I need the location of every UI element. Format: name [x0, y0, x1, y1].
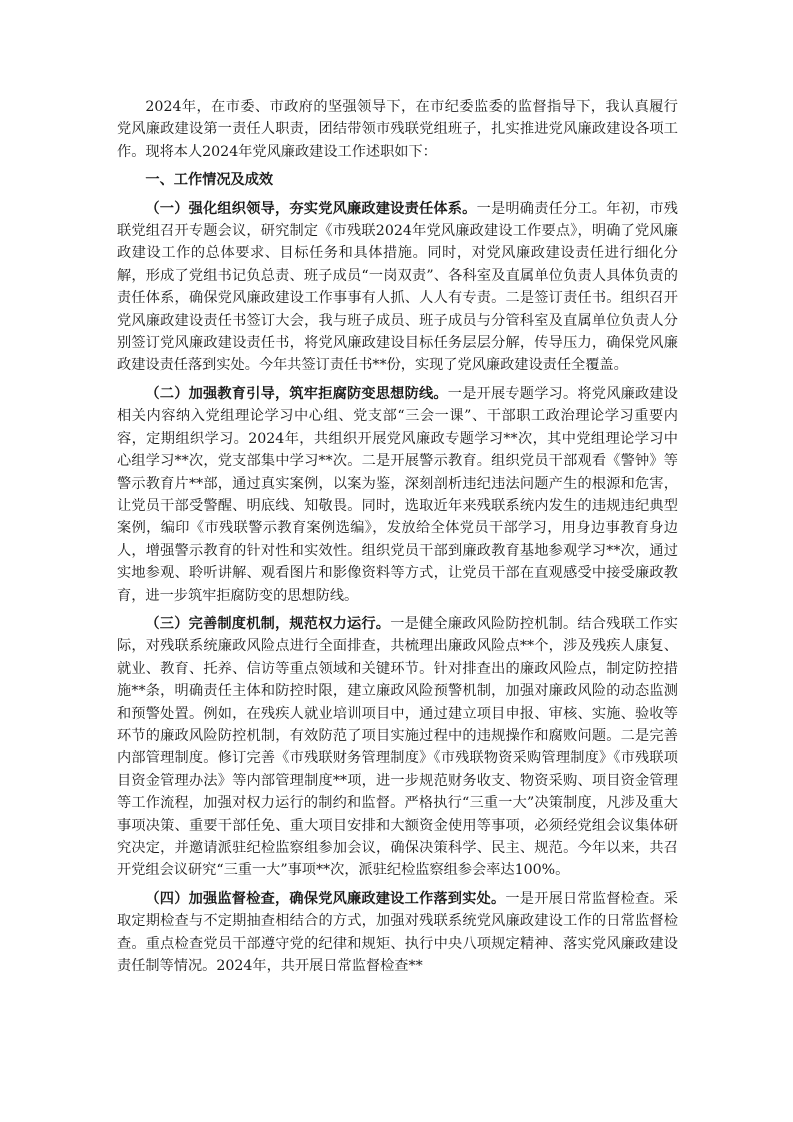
subheading-supervision: （四）加强监督检查，确保党风廉政建设工作落到实处。 — [145, 890, 506, 907]
document-page — [117, 96, 678, 977]
subheading-institutions: （三）完善制度机制，规范权力运行。 — [145, 615, 391, 632]
body-supervision: 一是开展日常监督检查。采取定期检查与不定期抽查相结合的方式，加强对残联系统党风廉政建设工作的日常监督检查。重点检查党员干部遵守党的纪律和规矩、执行中央八项规定精神、落实党风廉政建设责任制等情况。2024年，共开展日常监督检查** — [117, 890, 678, 975]
paragraph-organization — [117, 198, 678, 377]
intro-paragraph: 2024年，在市委、市政府的坚强领导下，在市纪委监委的监督指导下，我认真履行党风廉政建设第一责任人职责，团结带领市残联党组班子，扎实推进党风廉政建设各项工作。现将本人2024年党风廉政建设工作述职如下： — [117, 99, 678, 160]
body-institutions: 一是健全廉政风险防控机制。结合残联工作实际，对残联系统廉政风险点进行全面排查，共梳理出廉政风险点**个，涉及残疾人康复、就业、教育、托养、信访等重点领域和关键环节。针对排查出的廉政风险点，制定防控措施**条，明确责任主体和防控时限，建立廉政风险预警机制，加强对廉政风险的动态监测和预警处置。例如，在残疾人就业培训项目中，通过建立项目申报、审核、实施、验收等环节的廉政风险防控机制，有效防范了项目实施过程中的违规操作和腐败问题。二是完善内部管理制度。修订完善《市残联财务管理制度》《市残联物资采购管理制度》《市残联项目资金管理办法》等内部管理制度**项，进一步规范财务收支、物资采购、项目资金管理等工作流程，加强对权力运行的制约和监督。严格执行“三重一大”决策制度，凡涉及重大事项决策、重要干部任免、重大项目安排和大额资金使用等事项，必须经党组会议集体研究决定，并邀请派驻纪检监察组参加会议，确保决策科学、民主、规范。今年以来，共召开党组会议研究“三重一大”事项**次，派驻纪检监察组参会率达100%。 — [117, 615, 678, 879]
section-heading-work-status: 一、工作情况及成效 — [145, 172, 274, 189]
subheading-organization: （一）强化组织领导，夯实党风廉政建设责任体系。 — [145, 200, 477, 217]
paragraph-institutions — [117, 613, 678, 882]
subheading-education: （二）加强教育引导，筑牢拒腐防变思想防线。 — [145, 385, 448, 402]
paragraph-supervision — [117, 888, 678, 978]
body-education: 一是开展专题学习。将党风廉政建设相关内容纳入党组理论学习中心组、党支部“三会一课”、干部职工政治理论学习重要内容，定期组织学习。2024年，共组织开展党风廉政专题学习**次，其中党组理论学习中心组学习**次，党支部集中学习**次。二是开展警示教育。组织党员干部观看《警钟》等警示教育片**部，通过真实案例，以案为鉴，深刻剖析违纪违法问题产生的根源和危害，让党员干部受警醒、明底线、知敬畏。同时，选取近年来残联系统内发生的违规违纪典型案例，编印《市残联警示教育案例选编》，发放给全体党员干部学习，用身边事教育身边人，增强警示教育的针对性和实效性。组织党员干部到廉政教育基地参观学习**次，通过实地参观、聆听讲解、观看图片和影像资料等方式，让党员干部在直观感受中接受廉政教育，进一步筑牢拒腐防变的思想防线。 — [117, 385, 678, 604]
paragraph-education — [117, 383, 678, 607]
body-organization: 一是明确责任分工。年初，市残联党组召开专题会议，研究制定《市残联2024年党风廉政建设工作要点》，明确了党风廉政建设工作的总体要求、目标任务和具体措施。同时，对党风廉政建设责任进行细化分解，形成了党组书记负总责、班子成员“一岗双责”、各科室及直属单位负责人具体负责的责任体系，确保党风廉政建设工作事事有人抓、人人有专责。二是签订责任书。组织召开党风廉政建设责任书签订大会，我与班子成员、班子成员与分管科室及直属单位负责人分别签订党风廉政建设责任书，将党风廉政建设目标任务层层分解，传导压力，确保党风廉政建设责任落到实处。今年共签订责任书**份，实现了党风廉政建设责任全覆盖。 — [117, 200, 678, 374]
